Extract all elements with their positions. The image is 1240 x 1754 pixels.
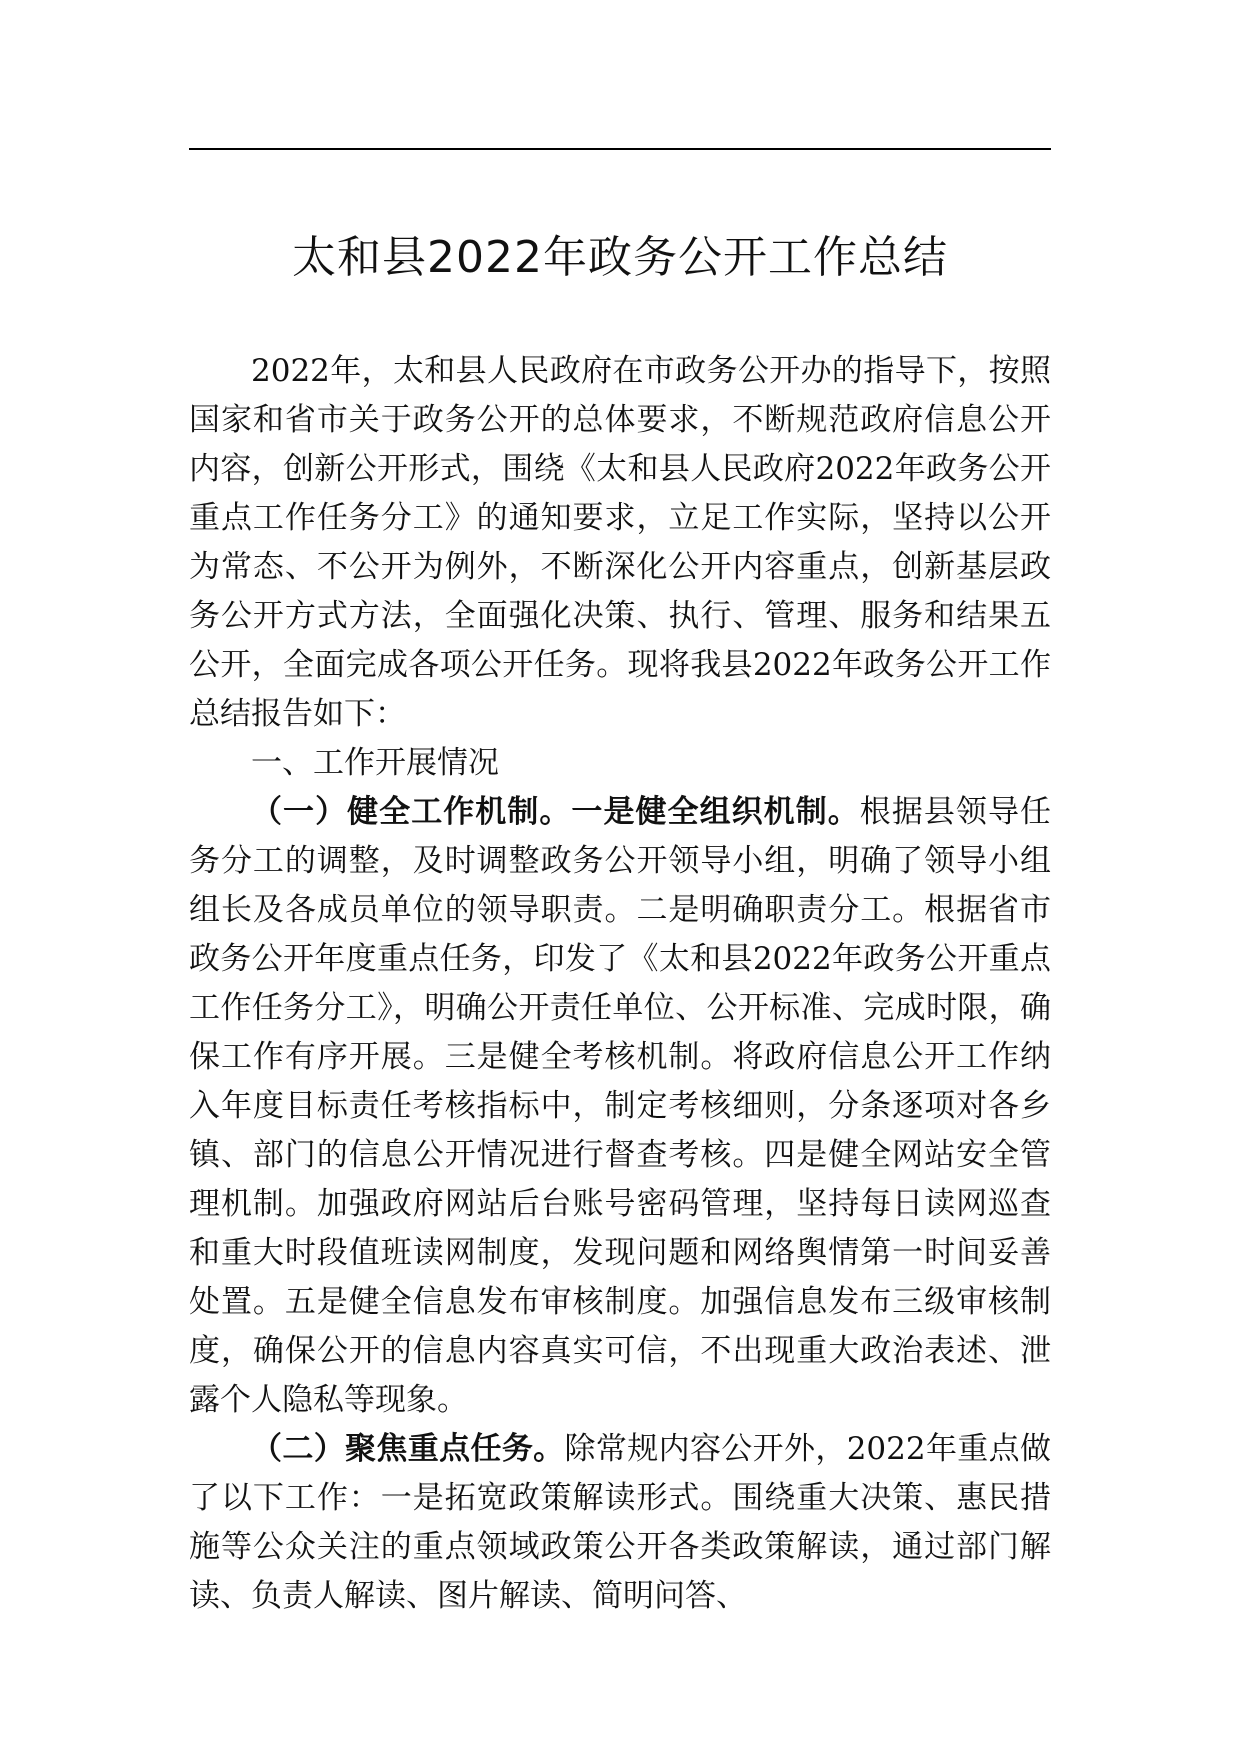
- paragraph-work-mechanism: [189, 788, 1051, 1425]
- intro-paragraph: 2022年，太和县人民政府在市政务公开办的指导下，按照国家和省市关于政务公开的总体要求，不断规范政府信息公开内容，创新公开形式，围绕《太和县人民政府2022年政务公开重点工作任务分工》的通知要求，立足工作实际，坚持以公开为常态、不公开为例外，不断深化公开内容重点，创新基层政务公开方式方法，全面强化决策、执行、管理、服务和结果五公开，全面完成各项公开任务。现将我县2022年政务公开工作总结报告如下：: [189, 353, 1051, 732]
- paragraph-lead: （一）健全工作机制。一是健全组织机制。: [251, 794, 860, 830]
- paragraph-key-tasks: [189, 1425, 1051, 1621]
- document-body: [189, 347, 1051, 1621]
- document-title: 太和县2022年政务公开工作总结: [292, 232, 948, 283]
- header-rule: [189, 148, 1051, 150]
- paragraph-lead: （二）聚焦重点任务。: [251, 1431, 565, 1467]
- paragraph-text: 根据县领导任务分工的调整，及时调整政务公开领导小组，明确了领导小组组长及各成员单位的领导职责。二是明确职责分工。根据省市政务公开年度重点任务，印发了《太和县2022年政务公开重点工作任务分工》，明确公开责任单位、公开标准、完成时限，确保工作有序开展。三是健全考核机制。将政府信息公开工作纳入年度目标责任考核指标中，制定考核细则，分条逐项对各乡镇、部门的信息公开情况进行督查考核。四是健全网站安全管理机制。加强政府网站后台账号密码管理，坚持每日读网巡查和重大时段值班读网制度，发现问题和网络舆情第一时间妥善处置。五是健全信息发布审核制度。加强信息发布三级审核制度，确保公开的信息内容真实可信，不出现重大政治表述、泄露个人隐私等现象。: [189, 794, 1052, 1418]
- section-heading: 一、工作开展情况: [251, 745, 499, 781]
- paragraph-text: 除常规内容公开外，2022年重点做了以下工作：一是拓宽政策解读形式。围绕重大决策、惠民措施等公众关注的重点领域政策公开各类政策解读，通过部门解读、负责人解读、图片解读、简明问答、: [189, 1431, 1051, 1614]
